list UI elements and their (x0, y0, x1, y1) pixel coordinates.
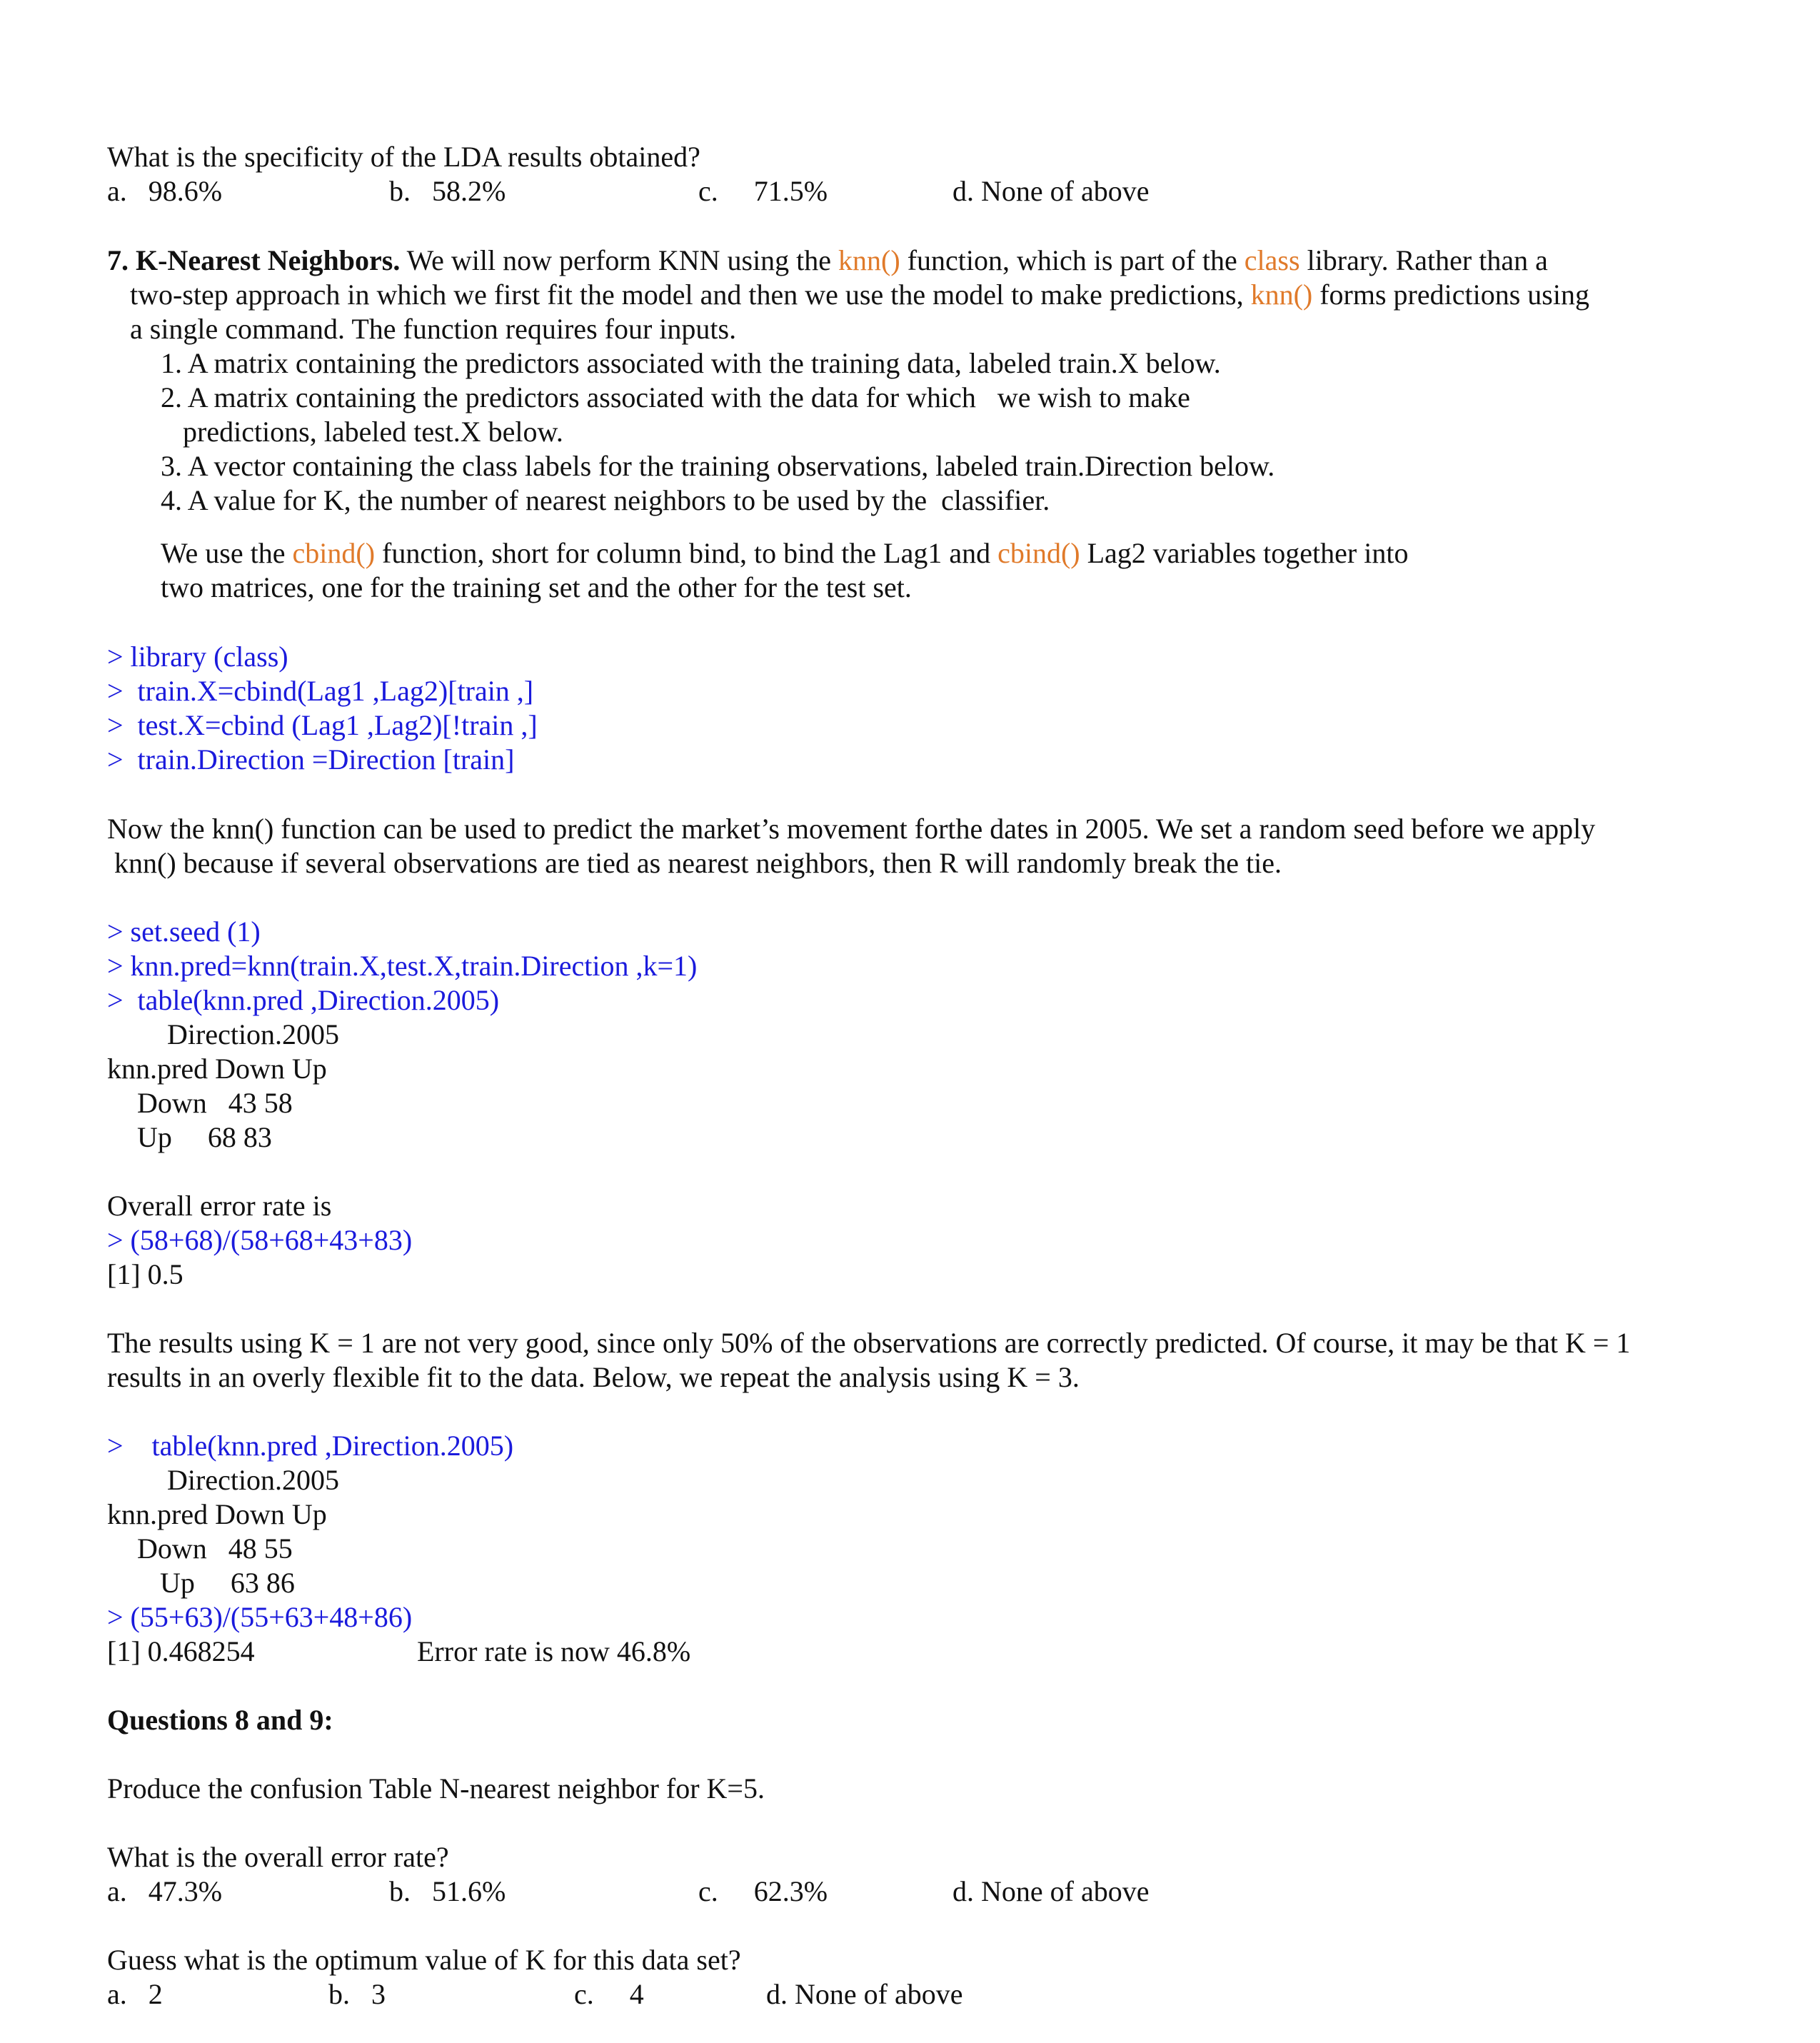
cbind-paragraph-line2: two matrices, one for the training set and the other for the test set. (161, 571, 912, 603)
q9-option-c: c. 4 (574, 1978, 644, 2010)
code-line: > (55+63)/(55+63+48+86) (107, 1601, 413, 1633)
input-list-item: 4. A value for K, the number of nearest neighbors to be used by the classifier. (161, 484, 1050, 516)
knn-paragraph-line: Now the knn() function can be used to predict the market’s movement forthe dates in 2005. We set a random seed before we apply (107, 813, 1596, 845)
code-line: > (58+68)/(58+68+43+83) (107, 1224, 413, 1256)
q8-text: What is the overall error rate? (107, 1841, 449, 1873)
output-line: Down 48 55 (137, 1532, 293, 1565)
q8-option-b: b. 51.6% (389, 1875, 506, 1907)
q8-option-a: a. 47.3% (107, 1875, 223, 1907)
lda-option-d: d. None of above (952, 175, 1150, 207)
output-line: Up 68 83 (137, 1121, 272, 1153)
section7-text: two-step approach in which we first fit the model and then we use the model to make predictions, (130, 278, 1251, 311)
knn-function: knn() (1250, 278, 1313, 311)
output-line: knn.pred Down Up (107, 1053, 327, 1085)
input-list-item: 2. A matrix containing the predictors associated with the data for which we wish to make (161, 381, 1190, 413)
results-paragraph-line: results in an overly flexible fit to the data. Below, we repeat the analysis using K = 3. (107, 1361, 1080, 1393)
cbind-function: cbind() (997, 537, 1080, 569)
q8-option-d: d. None of above (952, 1875, 1150, 1907)
section7-text: function, which is part of the (900, 244, 1245, 276)
input-list-item: 3. A vector containing the class labels for the training observations, labeled train.Direction below. (161, 450, 1275, 482)
code-line: > train.Direction =Direction [train] (107, 743, 515, 775)
code-line: > set.seed (1) (107, 915, 261, 948)
code-line: > test.X=cbind (Lag1 ,Lag2)[!train ,] (107, 709, 538, 741)
output-line: Up 63 86 (160, 1567, 295, 1599)
code-line: > table(knn.pred ,Direction.2005) (107, 984, 500, 1016)
error-label: Overall error rate is (107, 1190, 332, 1222)
section7-heading: 7. K-Nearest Neighbors. (107, 244, 401, 276)
q9-text: Guess what is the optimum value of K for this data set? (107, 1944, 741, 1976)
output-line: [1] 0.468254 (107, 1635, 255, 1667)
output-line: knn.pred Down Up (107, 1498, 327, 1530)
questions-heading: Questions 8 and 9: (107, 1704, 333, 1736)
knn-paragraph-line: knn() because if several observations are tied as nearest neighbors, then R will randomly break the tie. (107, 847, 1282, 879)
section7-paragraph-line1 (107, 244, 1548, 278)
code-line: > knn.pred=knn(train.X,test.X,train.Direction ,k=1) (107, 950, 698, 982)
class-library: class (1244, 244, 1300, 276)
output-line: [1] 0.5 (107, 1258, 183, 1290)
lda-option-a: a. 98.6% (107, 175, 223, 207)
input-list-item-continued: predictions, labeled test.X below. (183, 416, 563, 448)
results-paragraph-line: The results using K = 1 are not very good, since only 50% of the observations are correctly predicted. Of course, it may be that K = 1 (107, 1327, 1631, 1359)
q8-option-c: c. 62.3% (698, 1875, 828, 1907)
knn-function: knn() (838, 244, 900, 276)
cbind-text: Lag2 variables together into (1080, 537, 1409, 569)
section7-text: forms predictions using (1312, 278, 1589, 311)
output-line: Direction.2005 (167, 1018, 340, 1050)
q9-option-a: a. 2 (107, 1978, 163, 2010)
input-list-item: 1. A matrix containing the predictors associated with the training data, labeled train.X below. (161, 347, 1221, 379)
code-line: > train.X=cbind(Lag1 ,Lag2)[train ,] (107, 675, 534, 707)
output-line: Direction.2005 (167, 1464, 340, 1496)
q9-option-b: b. 3 (328, 1978, 386, 2010)
q9-option-d: d. None of above (766, 1978, 963, 2010)
output-line: Down 43 58 (137, 1087, 293, 1119)
section7-paragraph-line3: a single command. The function requires four inputs. (130, 313, 737, 345)
section7-text: We will now perform KNN using the (400, 244, 839, 276)
lda-option-c: c. 71.5% (698, 175, 828, 207)
questions-task: Produce the confusion Table N-nearest neighbor for K=5. (107, 1772, 765, 1804)
cbind-function: cbind() (292, 537, 376, 569)
error-note: Error rate is now 46.8% (417, 1635, 691, 1667)
code-line: > table(knn.pred ,Direction.2005) (107, 1430, 514, 1462)
cbind-text: We use the (161, 537, 293, 569)
code-line: > library (class) (107, 641, 288, 673)
lda-option-b: b. 58.2% (389, 175, 506, 207)
lda-question: What is the specificity of the LDA results obtained? (107, 141, 700, 173)
cbind-text: function, short for column bind, to bind the Lag1 and (375, 537, 998, 569)
cbind-paragraph-line1 (161, 536, 1408, 571)
section7-text: library. Rather than a (1299, 244, 1548, 276)
section7-paragraph-line2 (130, 278, 1589, 312)
